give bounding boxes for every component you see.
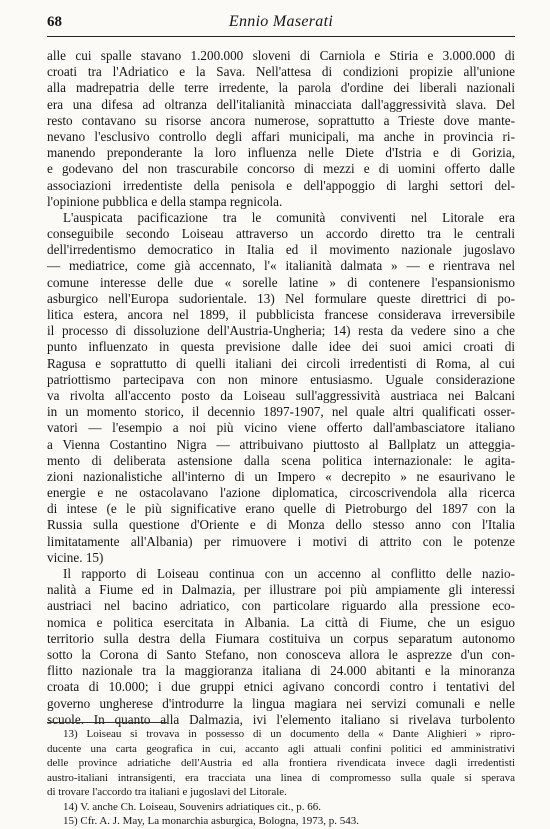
body-line: limitatamente all'Albania) per rimuovere i motivi di attrito con le potenze bbox=[47, 533, 515, 549]
running-title: Ennio Maserati bbox=[228, 13, 334, 30]
body-line: di intese (e le più significative erano quelle di Pietroburgo del 1897 con la bbox=[47, 501, 515, 517]
body-line: zioni nazionalistiche all'interno di un Impero « decrepito » ne esaurivano le bbox=[47, 468, 515, 484]
body-line: austriaci nel bacino adriatico, con particolare riguardo alla pressione eco- bbox=[47, 598, 515, 614]
footnotes bbox=[47, 727, 515, 829]
body-line: patriottismo partecipava con non minore entusiasmo. Uguale considerazione bbox=[47, 371, 515, 387]
body-line: era una difesa ad oltranza dell'italianità minacciata dall'aggressività slava. Del bbox=[47, 96, 515, 112]
body-line: — mediatrice, come già accennato, l'« italianità dalmata » — e rientrava nel bbox=[47, 258, 515, 274]
body-line: energie e ne ostacolavano l'azione diplomatica, circoscrivendola alla ricerca bbox=[47, 485, 515, 501]
body-line: litica estera, ancora nel 1899, il pubblicista francese considerava irreversibile bbox=[47, 307, 515, 322]
body-line: Ragusa e soprattutto di quelli italiani dei circoli irredentisti di Roma, al cui bbox=[47, 355, 515, 371]
body-line: croata di 10.000; i due gruppi etnici agivano concordi contro i tentativi del bbox=[47, 679, 515, 695]
body-line: nevano l'esclusivo controllo degli affari municipali, ma anche in provincia ri- bbox=[47, 128, 515, 144]
body-line: comune interesse delle due « sorelle latine » di contenere l'espansionismo bbox=[47, 274, 515, 290]
body-line: mento di deliberata astensione dalla scena politica internazionale: le agita- bbox=[47, 452, 515, 468]
body-line: alle cui spalle stavano 1.200.000 sloveni di Carniola e Stiria e 3.000.000 di bbox=[47, 48, 515, 63]
body-line: L'auspicata pacificazione tra le comunità conviventi nel Litorale era bbox=[63, 209, 515, 225]
body-line: territorio sulla destra della Fiumara costituiva un corpus separatum autonomo bbox=[47, 630, 515, 646]
body-line: nomica e politica esercitata in Albania. La città di Fiume, che un esiguo bbox=[47, 614, 515, 630]
body-line: vicine. 15) bbox=[47, 549, 104, 565]
footnote-line: 14) V. anche Ch. Loiseau, Souvenirs adriatiques cit., p. 66. bbox=[63, 800, 322, 813]
body-line: Russia sulla questione d'Oriente e di Monza dello stesso anno con l'Italia bbox=[47, 517, 515, 533]
footnote-line: ducente una carta geografica in cui, accanto agli attuali confini politici ed amministrativi bbox=[47, 742, 515, 755]
body-line: sotto la Corona di Santo Stefano, non conosceva allora le asprezze d'un con- bbox=[47, 646, 515, 662]
body-line: Il rapporto di Loiseau continua con un accenno al conflitto delle nazio- bbox=[63, 566, 515, 581]
body-line: va rivolta all'accento posto da Loiseau sull'aggressività austriaca nei Balcani bbox=[47, 387, 515, 403]
body-line: governo ungherese d'introdurre la lingua magiara nei servizi comunali e nelle bbox=[47, 695, 515, 711]
running-head bbox=[47, 0, 515, 37]
body-line: nalità a Fiume ed in Dalmazia, per illustrare poi più ampiamente gli interessi bbox=[47, 582, 515, 598]
body-text bbox=[47, 48, 515, 728]
body-line: flitto nazionale tra la maggioranza italiana di 24.000 abitanti e la minoranza bbox=[47, 663, 515, 679]
footnote-line: austro-italiani intransigenti, era tracciata una linea di compromesso sulla quale si sperava bbox=[47, 771, 515, 784]
body-line: associazioni irredentiste della penisola e dell'appoggio di larghi settori del- bbox=[47, 177, 515, 193]
footnote-line: di trovare l'accordo tra italiani e jugoslavi del Litorale. bbox=[47, 786, 287, 798]
body-line: alla madrepatria delle terre irredente, la parola d'ordine dei liberali nazionali bbox=[47, 80, 515, 96]
body-line: in un momento storico, il decennio 1897-1907, nel quale altri qualificati osser- bbox=[47, 404, 515, 420]
body-line: l'opinione pubblica e della stampa regnicola. bbox=[47, 193, 283, 209]
body-line: punto influenzato in questa previsione dalle idee dei suoi amici croati di bbox=[47, 339, 515, 355]
page-number: 68 bbox=[47, 14, 62, 30]
body-line: manendo preponderante la loro influenza nelle Diete d'Istria e di Gorizia, bbox=[47, 145, 515, 161]
footnote-divider bbox=[47, 722, 167, 723]
body-line: conseguibile secondo Loiseau attraverso un accordo diretto tra le centrali bbox=[47, 226, 515, 242]
body-line: e godevano del non trascurabile concorso di mezzi e di uomini offerto dalle bbox=[47, 161, 515, 177]
body-line: scuole. In quanto alla Dalmazia, ivi l'elemento italiano si rivelava turbolento bbox=[47, 711, 515, 727]
footnote-line: delle province adriatiche dell'Austria ed alla frontiera rivendicata invece dagli irredentisti bbox=[47, 757, 515, 769]
body-line: asburgico nell'Europa sudorientale. 13) Nel formulare queste direttrici di po- bbox=[47, 290, 515, 306]
body-line: resto contavano su risorse ancora numerose, soprattutto a Trieste dove mante- bbox=[47, 112, 515, 128]
body-line: il processo di dissoluzione dell'Austria-Ungheria; 14) resta da vedere sino a che bbox=[47, 323, 515, 339]
body-line: a Vienna Costantino Nigra — attribuivano piuttosto al Ballplatz un atteggia- bbox=[47, 436, 515, 452]
footnote-line: 15) Cfr. A. J. May, La monarchia asburgica, Bologna, 1973, p. 543. bbox=[63, 815, 360, 827]
footnote-line: 13) Loiseau si trovava in possesso di un documento della « Dante Alighieri » ripro- bbox=[63, 728, 515, 740]
body-line: croati tra l'Adriatico e la Sava. Nell'attesa di condizioni propizie all'unione bbox=[47, 64, 515, 80]
body-line: vatori — l'esempio a noi più vicino viene offerto dall'ambasciatore italiano bbox=[47, 420, 515, 436]
body-line: dell'irredentismo democratico in Italia ed il movimento nazionale jugoslavo bbox=[47, 242, 515, 258]
